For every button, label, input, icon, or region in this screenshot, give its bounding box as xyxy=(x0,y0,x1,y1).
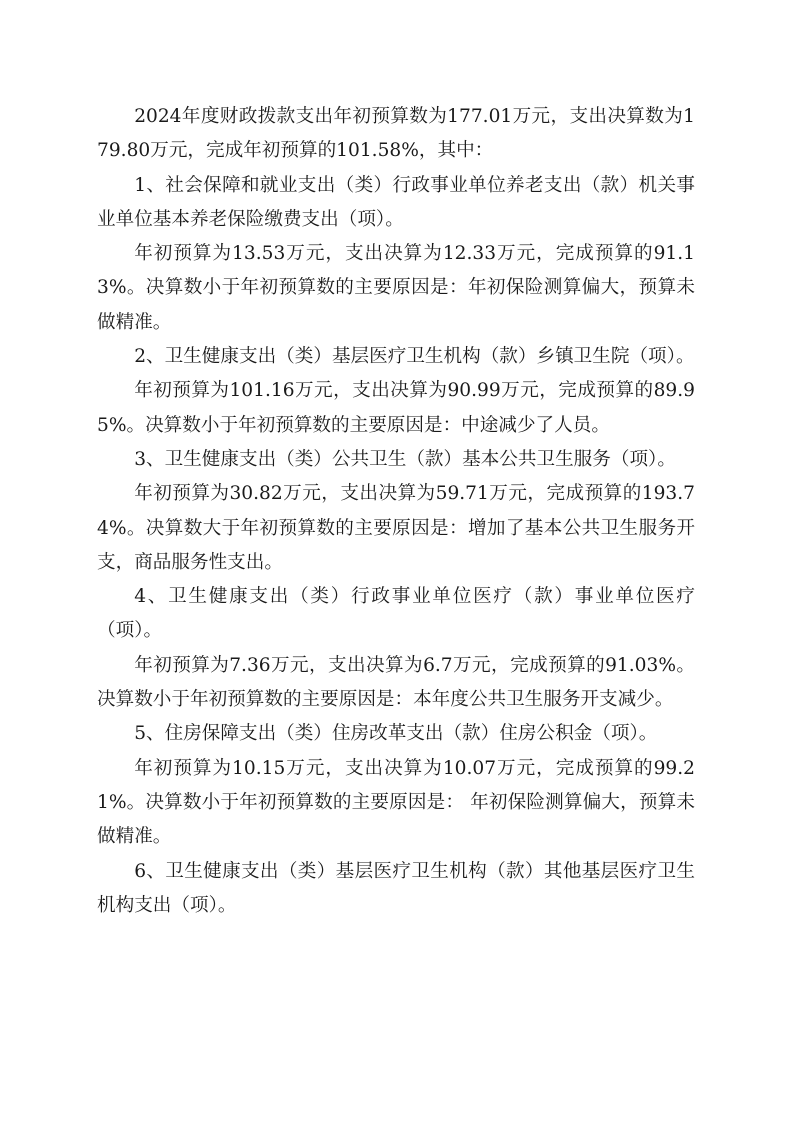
item-3-detail: 年初预算为30.82万元，支出决算为59.71万元，完成预算的193.74%。决算数大于年初预算数的主要原因是：增加了基本公共卫生服务开支，商品服务性支出。 xyxy=(97,483,695,573)
item-5-heading: 5、住房保障支出（类）住房改革支出（款）住房公积金（项）。 xyxy=(134,723,658,745)
item-4-detail: 年初预算为7.36万元，支出决算为6.7万元，完成预算的91.03%。决算数小于年初预算数的主要原因是：本年度公共卫生服务开支减少。 xyxy=(97,654,695,711)
intro-paragraph: 2024年度财政拨款支出年初预算数为177.01万元，支出决算数为179.80万元，完成年初预算的101.58%，其中： xyxy=(97,106,695,162)
item-2-detail: 年初预算为101.16万元，支出决算为90.99万元，完成预算的89.95%。决算数小于年初预算数的主要原因是：中途减少了人员。 xyxy=(97,380,695,436)
item-1-heading: 1、社会保障和就业支出（类）行政事业单位养老支出（款）机关事业单位基本养老保险缴费支出（项）。 xyxy=(97,174,695,230)
item-5-detail: 年初预算为10.15万元，支出决算为10.07万元，完成预算的99.21%。决算数小于年初预算数的主要原因是： 年初保险测算偏大，预算未做精准。 xyxy=(97,757,695,848)
item-2-heading: 2、卫生健康支出（类）基层医疗卫生机构（款）乡镇卫生院（项）。 xyxy=(134,346,695,368)
item-6-heading: 6、卫生健康支出（类）基层医疗卫生机构（款）其他基层医疗卫生机构支出（项）。 xyxy=(97,860,695,916)
item-1-detail: 年初预算为13.53万元，支出决算为12.33万元，完成预算的91.13%。决算数小于年初预算数的主要原因是：年初保险测算偏大，预算未做精准。 xyxy=(97,243,695,333)
item-4-heading: 4、卫生健康支出（类）行政事业单位医疗（款）事业单位医疗（项）。 xyxy=(97,586,695,642)
document-body xyxy=(97,100,695,923)
item-3-heading: 3、卫生健康支出（类）公共卫生（款）基本公共卫生服务（项）。 xyxy=(134,448,676,470)
